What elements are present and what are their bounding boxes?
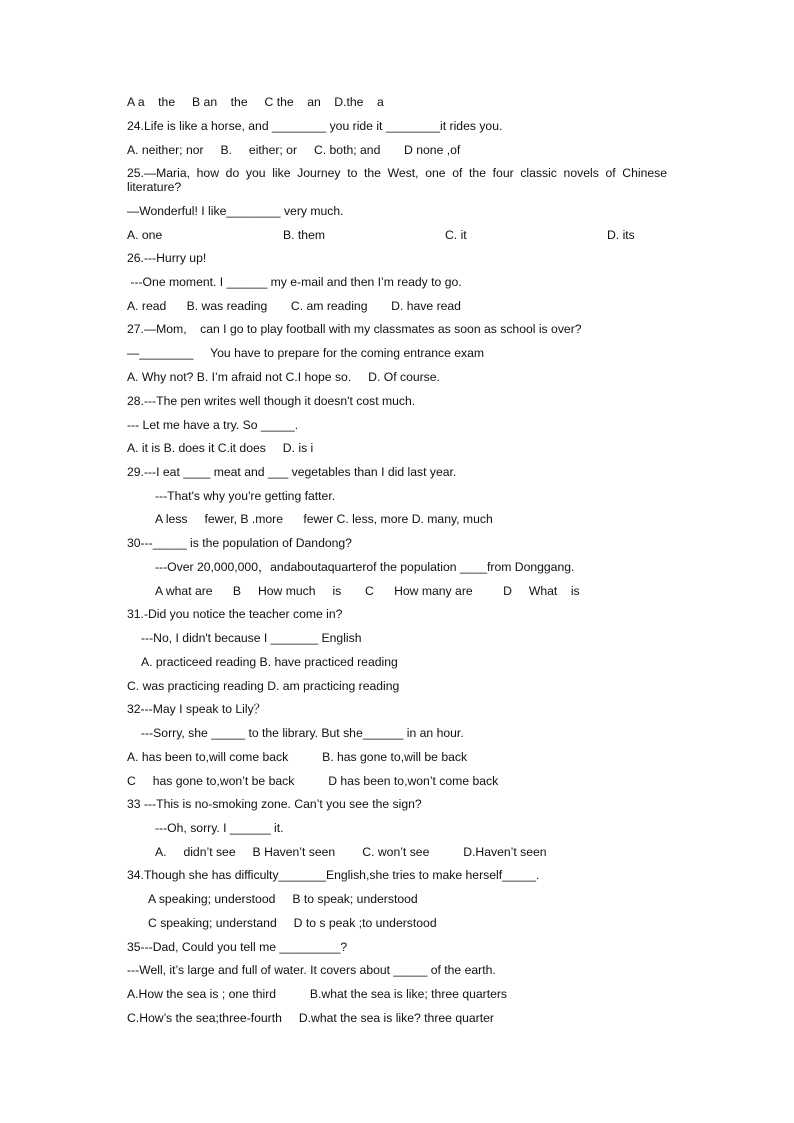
q35-options-cd: C.How’s the sea;three-fourth D.what the sea is like? three quarter: [127, 1011, 494, 1025]
q31-options-cd: C. was practicing reading D. am practicing reading: [127, 679, 400, 693]
q25-stem: 25.—Maria, how do you like Journey to the West, one of the four classic novels of Chinese literature?: [127, 166, 667, 194]
q24-stem: 24.Life is like a horse, and ________ you ride it ________it rides you.: [127, 119, 503, 133]
q24-options: A. neither; nor B. either; or C. both; and D none ,of: [127, 143, 461, 157]
q23-options: A a the B an the C the an D.the a: [127, 95, 384, 109]
q28-options: A. it is B. does it C.it does D. is i: [127, 441, 314, 455]
q28-stem: 28.---The pen writes well though it doesn't cost much.: [127, 394, 416, 408]
q31-options-ab: A. practiceed reading B. have practiced reading: [141, 655, 398, 669]
q25-option-a: A. one: [127, 228, 163, 242]
q29-options: A less fewer, B .more fewer C. less, more D. many, much: [155, 512, 493, 526]
q27-options: A. Why not? B. I’m afraid not C.I hope so. D. Of course.: [127, 370, 440, 384]
q25-option-d: D. its: [607, 228, 635, 242]
q30-reply: ---Over 20,000,000，andaboutaquarterof the population ____from Donggang.: [155, 560, 575, 574]
q35-reply: ---Well, it’s large and full of water. It covers about _____ of the earth.: [127, 963, 496, 977]
q34-options-ab: A speaking; understood B to speak; understood: [148, 892, 418, 906]
q31-stem: 31.-Did you notice the teacher come in?: [127, 607, 343, 621]
q26-options: A. read B. was reading C. am reading D. have read: [127, 299, 461, 313]
q33-reply: ---Oh, sorry. I ______ it.: [155, 821, 284, 835]
q28-reply: --- Let me have a try. So _____.: [127, 418, 299, 432]
q32-options-ab: A. has been to,will come back B. has gone to,will be back: [127, 750, 468, 764]
q31-reply: ---No, I didn't because I _______ English: [141, 631, 362, 645]
q25-option-c: C. it: [445, 228, 467, 242]
q26-stem: 26.---Hurry up!: [127, 251, 207, 265]
q29-reply: ---That's why you're getting fatter.: [155, 489, 336, 503]
q33-options: A. didn’t see B Haven’t seen C. won’t see D.Haven’t seen: [155, 845, 547, 859]
q32-stem: 32---May I speak to Lily？: [127, 702, 266, 716]
q26-reply: ---One moment. I ______ my e-mail and then I’m ready to go.: [127, 275, 462, 289]
q35-stem: 35---Dad, Could you tell me _________?: [127, 940, 348, 954]
q32-reply: ---Sorry, she _____ to the library. But she______ in an hour.: [141, 726, 464, 740]
q34-options-cd: C speaking; understand D to s peak ;to understood: [148, 916, 437, 930]
q30-stem: 30---_____ is the population of Dandong?: [127, 536, 352, 550]
q35-options-ab: A.How the sea is ; one third B.what the sea is like; three quarters: [127, 987, 508, 1001]
q29-stem: 29.---I eat ____ meat and ___ vegetables than I did last year.: [127, 465, 457, 479]
q27-stem: 27.—Mom, can I go to play football with my classmates as soon as school is over?: [127, 322, 582, 336]
q27-reply: —________ You have to prepare for the coming entrance exam: [127, 346, 485, 360]
q34-stem: 34.Though she has difficulty_______English,she tries to make herself_____.: [127, 868, 540, 882]
q25-reply: —Wonderful! I like________ very much.: [127, 204, 344, 218]
q25-option-b: B. them: [283, 228, 325, 242]
q33-stem: 33 ---This is no-smoking zone. Can’t you see the sign?: [127, 797, 422, 811]
q30-options: A what are B How much is C How many are D What is: [155, 584, 580, 598]
q32-options-cd: C has gone to,won’t be back D has been to,won’t come back: [127, 774, 499, 788]
